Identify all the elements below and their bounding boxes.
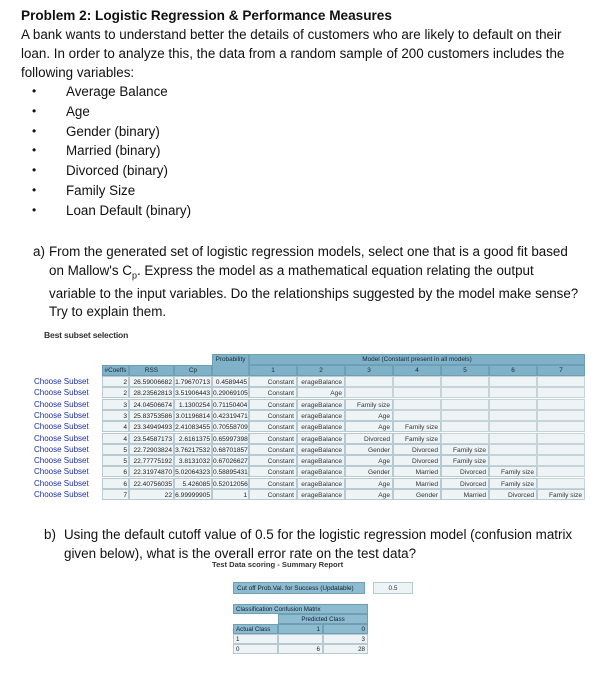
- model-variable-cell: [537, 433, 585, 444]
- cp-cell: 3.51906443: [174, 387, 212, 398]
- model-variable-cell: [537, 466, 585, 477]
- list-item: • Family Size: [32, 182, 136, 198]
- coeffs-cell: 6: [102, 466, 129, 477]
- probability-cell: 0.42319471: [212, 410, 249, 421]
- problem-title: Problem 2: Logistic Regression & Performance Measures: [21, 8, 392, 23]
- cp-cell: 2.6161375: [174, 433, 212, 444]
- rss-cell: 28.23562813: [129, 387, 174, 398]
- matrix-cell: 6: [278, 644, 323, 654]
- model-variable-cell: erageBalance: [297, 399, 345, 410]
- model-variable-cell: [537, 455, 585, 466]
- probability-cell: 0.65997398: [212, 433, 249, 444]
- model-variable-cell: Married: [441, 489, 489, 500]
- model-variable-cell: [489, 387, 537, 398]
- model-variable-cell: Constant: [249, 433, 297, 444]
- model-variable-cell: [537, 421, 585, 432]
- coeffs-cell: 3: [102, 399, 129, 410]
- model-variable-cell: [489, 410, 537, 421]
- model-variable-cell: Constant: [249, 455, 297, 466]
- actual-class-header: Actual Class: [233, 624, 278, 634]
- model-variable-cell: Constant: [249, 489, 297, 500]
- model-column-header: 5: [441, 365, 489, 376]
- model-variable-cell: Age: [345, 489, 393, 500]
- rss-cell: 26.59006682: [129, 376, 174, 387]
- choose-subset-link[interactable]: Choose Subset: [34, 422, 89, 432]
- model-variable-cell: [393, 387, 441, 398]
- model-variable-cell: [537, 478, 585, 489]
- model-variable-cell: Gender: [393, 489, 441, 500]
- model-column-header: 1: [249, 365, 297, 376]
- model-variable-cell: Family size: [393, 421, 441, 432]
- model-variable-cell: Family size: [345, 399, 393, 410]
- model-variable-cell: [537, 399, 585, 410]
- model-variable-cell: Divorced: [393, 455, 441, 466]
- actual-row-0: 0: [233, 644, 278, 654]
- model-variable-cell: Constant: [249, 478, 297, 489]
- coeffs-cell: 3: [102, 410, 129, 421]
- actual-row-1: 1: [233, 634, 278, 644]
- model-variable-cell: Constant: [249, 387, 297, 398]
- model-variable-cell: [489, 433, 537, 444]
- choose-subset-link[interactable]: Choose Subset: [34, 456, 89, 466]
- probability-cell: 0.58895431: [212, 466, 249, 477]
- model-column-header: 2: [297, 365, 345, 376]
- model-variable-cell: Family size: [441, 444, 489, 455]
- model-variable-cell: Divorced: [393, 444, 441, 455]
- rss-cell: 23.34949493: [129, 421, 174, 432]
- model-variable-cell: [537, 387, 585, 398]
- rss-cell: 22.31974870: [129, 466, 174, 477]
- probability-cell: 0.67026627: [212, 455, 249, 466]
- model-variable-cell: [441, 433, 489, 444]
- model-variable-cell: [537, 444, 585, 455]
- predicted-col-1: 1: [278, 624, 323, 634]
- bullet-icon: •: [32, 123, 37, 138]
- model-variable-cell: Constant: [249, 410, 297, 421]
- coeffs-cell: 5: [102, 444, 129, 455]
- model-variable-cell: [441, 421, 489, 432]
- problem-body: [21, 6, 587, 221]
- question-b: [44, 526, 584, 563]
- rss-header: RSS: [129, 365, 174, 376]
- model-variable-cell: Family size: [537, 489, 585, 500]
- model-variable-cell: Constant: [249, 421, 297, 432]
- model-variable-cell: erageBalance: [297, 444, 345, 455]
- model-variable-cell: Family size: [441, 455, 489, 466]
- matrix-title: Classification Confusion Matrix: [233, 604, 368, 614]
- coeffs-cell: 2: [102, 387, 129, 398]
- model-variable-cell: [393, 410, 441, 421]
- bullet-icon: •: [32, 143, 37, 158]
- predicted-col-0: 0: [323, 624, 368, 634]
- question-b-label: b): [44, 527, 56, 542]
- coeffs-cell: 2: [102, 376, 129, 387]
- cp-cell: 3.76217532: [174, 444, 212, 455]
- problem-intro: A bank wants to understand better the details of customers who are likely to default on their loan. In order to analyze this, the data from a random sample of 200 customers includes the following variables:: [21, 27, 565, 80]
- coeffs-cell: 4: [102, 433, 129, 444]
- model-variable-cell: Family size: [393, 433, 441, 444]
- model-column-header: 4: [393, 365, 441, 376]
- model-variable-cell: [441, 399, 489, 410]
- coeffs-cell: 5: [102, 455, 129, 466]
- model-variable-cell: Constant: [249, 444, 297, 455]
- model-variable-cell: Divorced: [345, 433, 393, 444]
- model-variable-cell: Divorced: [441, 466, 489, 477]
- model-variable-cell: [345, 376, 393, 387]
- model-variable-cell: Gender: [345, 466, 393, 477]
- matrix-cell: 28: [323, 644, 368, 654]
- model-variable-cell: Age: [345, 421, 393, 432]
- probability-cell: 0.70558709: [212, 421, 249, 432]
- cp-cell: 6.99999905: [174, 489, 212, 500]
- cutoff-label: Cut off Prob.Val. for Success (Updatable): [233, 582, 365, 594]
- model-variable-cell: Age: [345, 410, 393, 421]
- cp-cell: 3.01196814: [174, 410, 212, 421]
- cp-cell: 1.79670713: [174, 376, 212, 387]
- model-column-header: 6: [489, 365, 537, 376]
- choose-subset-link[interactable]: Choose Subset: [34, 467, 89, 477]
- cp-cell: 5.426085: [174, 478, 212, 489]
- model-variable-cell: Family size: [489, 478, 537, 489]
- cp-cell: 3.8131032: [174, 455, 212, 466]
- choose-subset-link[interactable]: Choose Subset: [34, 399, 89, 409]
- model-variable-cell: erageBalance: [297, 455, 345, 466]
- model-variable-cell: [441, 410, 489, 421]
- rss-cell: 22.77775192: [129, 455, 174, 466]
- model-variable-cell: erageBalance: [297, 478, 345, 489]
- choose-subset-link[interactable]: Choose Subset: [34, 388, 89, 398]
- bullet-icon: •: [32, 182, 37, 197]
- cutoff-value-input[interactable]: 0.5: [373, 582, 413, 594]
- bullet-icon: •: [32, 84, 37, 98]
- list-item: • Divorced (binary): [32, 163, 168, 179]
- list-item: • Age: [32, 103, 90, 119]
- probability-header: Probability: [212, 354, 249, 376]
- bullet-icon: •: [32, 163, 37, 178]
- question-a-label: a): [33, 244, 45, 259]
- model-variable-cell: erageBalance: [297, 421, 345, 432]
- choose-subset-link[interactable]: Choose Subset: [34, 377, 89, 386]
- coeffs-cell: 7: [102, 489, 129, 500]
- model-variable-cell: erageBalance: [297, 376, 345, 387]
- cp-cell: 2.41083455: [174, 421, 212, 432]
- model-variable-cell: Married: [393, 478, 441, 489]
- list-item: • Average Balance: [32, 84, 168, 99]
- probability-cell: 1: [212, 489, 249, 500]
- model-variable-cell: [441, 387, 489, 398]
- matrix-cell: [278, 634, 323, 644]
- question-a: [33, 243, 581, 322]
- list-item: • Loan Default (binary): [32, 202, 192, 218]
- model-variable-cell: Family size: [489, 466, 537, 477]
- choose-subset-link[interactable]: Choose Subset: [34, 410, 89, 420]
- model-variable-cell: Age: [297, 387, 345, 398]
- model-variable-cell: Divorced: [489, 489, 537, 500]
- model-variable-cell: erageBalance: [297, 489, 345, 500]
- coeffs-header: #Coeffs: [102, 365, 129, 376]
- model-variable-cell: [393, 376, 441, 387]
- model-variable-cell: erageBalance: [297, 410, 345, 421]
- rss-cell: 22: [129, 489, 174, 500]
- bullet-icon: •: [32, 202, 37, 217]
- model-column-header: 3: [345, 365, 393, 376]
- probability-cell: 0.29069105: [212, 387, 249, 398]
- model-variable-cell: Constant: [249, 376, 297, 387]
- probability-cell: 0.4589445: [212, 376, 249, 387]
- model-variable-cell: Age: [345, 478, 393, 489]
- model-variable-cell: [345, 387, 393, 398]
- cp-cell: 1.1300254: [174, 399, 212, 410]
- cp-cell: 5.02064323: [174, 466, 212, 477]
- model-header: Model (Constant present in all models): [249, 354, 585, 365]
- rss-cell: 24.04506674: [129, 399, 174, 410]
- coeffs-cell: 4: [102, 421, 129, 432]
- rss-cell: 22.72903824: [129, 444, 174, 455]
- model-variable-cell: [489, 444, 537, 455]
- model-variable-cell: erageBalance: [297, 433, 345, 444]
- coeffs-cell: 6: [102, 478, 129, 489]
- model-variable-cell: [393, 399, 441, 410]
- predicted-class-header: Predicted Class: [278, 614, 368, 624]
- cp-header: Cp: [174, 365, 212, 376]
- choose-subset-link[interactable]: Choose Subset: [34, 478, 89, 488]
- rss-cell: 23.54587173: [129, 433, 174, 444]
- model-variable-cell: [537, 376, 585, 387]
- question-b-text: Using the default cutoff value of 0.5 for the logistic regression model (confusion matrix given below), what is the overall error rate on the test data?: [64, 527, 573, 561]
- bullet-icon: •: [32, 103, 37, 118]
- question-a-text: From the generated set of logistic regression models, select one that is a good fit based on Mallow's $C_p$. Express the model as a mathematical equation relating the output variable to the input variables. Do the relationships suggested by the model make sense? Try to explain them.: [49, 244, 579, 320]
- model-variable-cell: [537, 410, 585, 421]
- model-variable-cell: [441, 376, 489, 387]
- matrix-cell: 3: [323, 634, 368, 644]
- choose-subset-link[interactable]: Choose Subset: [34, 433, 89, 443]
- model-variable-cell: [489, 376, 537, 387]
- variable-list: [21, 82, 587, 221]
- list-item: • Married (binary): [32, 143, 161, 159]
- model-variable-cell: Constant: [249, 399, 297, 410]
- list-item: • Gender (binary): [32, 123, 160, 139]
- model-variable-cell: [489, 421, 537, 432]
- model-variable-cell: Gender: [345, 444, 393, 455]
- model-variable-cell: [489, 399, 537, 410]
- rss-cell: 22.40756035: [129, 478, 174, 489]
- choose-subset-link[interactable]: Choose Subset: [34, 490, 89, 499]
- probability-cell: 0.68701857: [212, 444, 249, 455]
- probability-cell: 0.71150404: [212, 399, 249, 410]
- model-column-header: 7: [537, 365, 585, 376]
- rss-cell: 25.83753586: [129, 410, 174, 421]
- model-variable-cell: Age: [345, 455, 393, 466]
- best-subset-title: Best subset selection: [44, 330, 129, 340]
- probability-cell: 0.52012056: [212, 478, 249, 489]
- choose-subset-link[interactable]: Choose Subset: [34, 444, 89, 454]
- model-variable-cell: Divorced: [441, 478, 489, 489]
- model-variable-cell: Constant: [249, 466, 297, 477]
- model-variable-cell: [489, 455, 537, 466]
- model-variable-cell: Married: [393, 466, 441, 477]
- model-variable-cell: erageBalance: [297, 466, 345, 477]
- scoring-title: Test Data scoring - Summary Report: [212, 560, 344, 569]
